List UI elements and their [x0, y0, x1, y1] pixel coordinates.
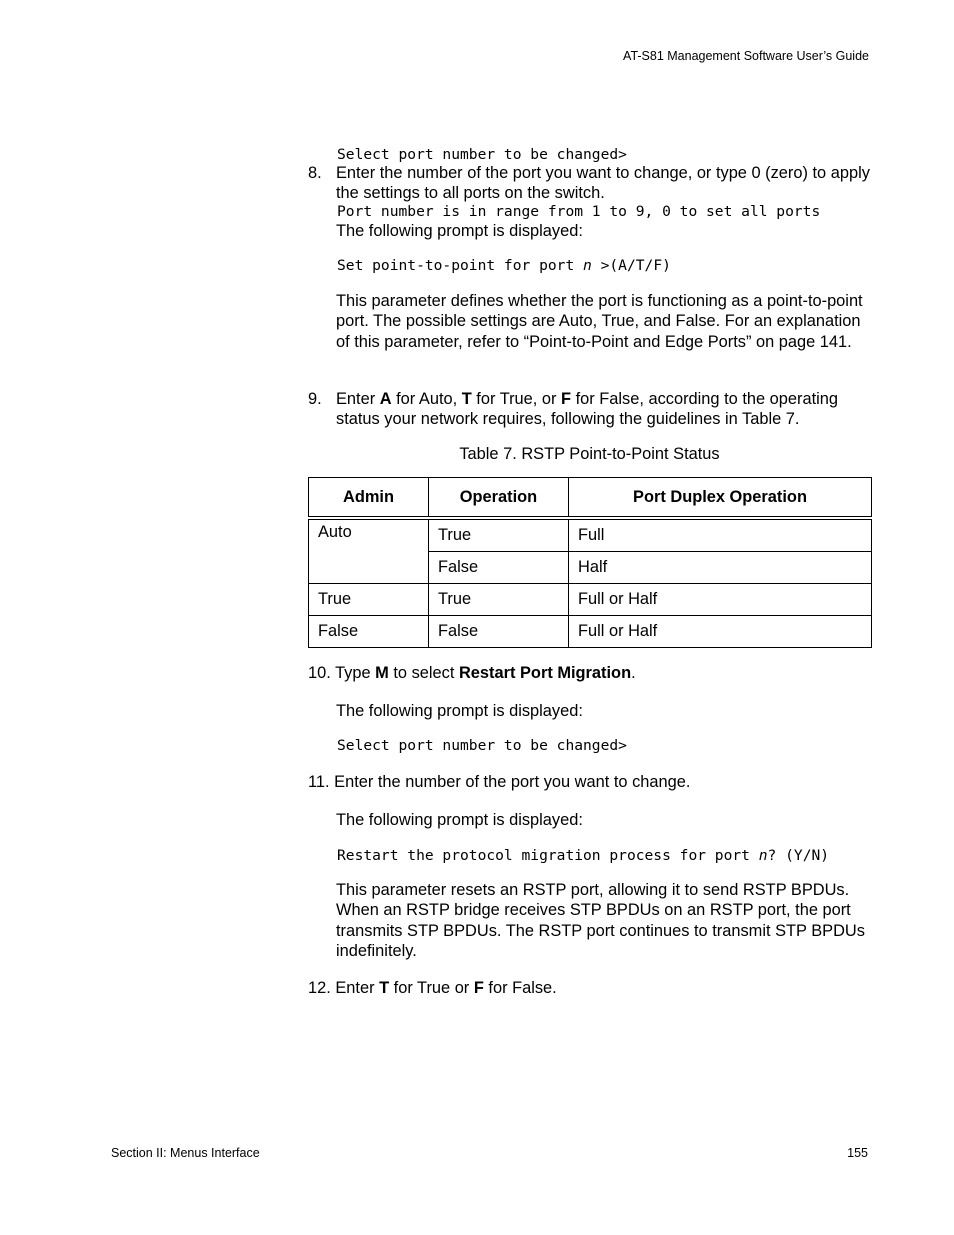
code-block-select-port-2: Select port number to be changed>: [337, 737, 627, 754]
code-text: >(A/T/F): [591, 257, 671, 274]
code-text: Set point-to-point for port: [337, 257, 584, 274]
code-variable: n: [583, 257, 592, 274]
prompt-intro: The following prompt is displayed:: [336, 811, 583, 829]
table-cell: Auto: [309, 518, 429, 584]
column-header: Admin: [309, 478, 429, 519]
code-block-restart-migration: [337, 846, 829, 865]
table-cell: Full or Half: [569, 616, 872, 648]
prompt-intro: The following prompt is displayed:: [336, 702, 583, 720]
table-cell: True: [429, 518, 569, 552]
table-cell: False: [429, 616, 569, 648]
column-header: Operation: [429, 478, 569, 519]
step-8-text: Enter the number of the port you want to change, or type 0 (zero) to apply the settings to all ports on the switch.: [336, 164, 870, 203]
step-10-text: 10. Type M to select Restart Port Migration.: [308, 664, 636, 682]
code-text: ? (Y/N): [767, 847, 830, 864]
code-line: Select port number to be changed>: [337, 146, 627, 163]
rstp-status-table: [308, 477, 872, 648]
table-row: [309, 616, 872, 648]
table-cell: False: [429, 552, 569, 584]
step-9-text: Enter A for Auto, T for True, or F for False, according to the operating status your network requires, following the guidelines in Table 7.: [336, 390, 839, 429]
table-cell: Full: [569, 518, 872, 552]
table-cell: False: [309, 616, 429, 648]
code-variable: n: [758, 847, 768, 864]
code-line: Port number is in range from 1 to 9, 0 to set all ports: [337, 203, 821, 220]
table-cell: Half: [569, 552, 872, 584]
code-text: Restart the protocol migration process for port: [337, 847, 759, 864]
prompt-intro: The following prompt is displayed:: [336, 222, 583, 240]
step-number: 9.: [308, 390, 322, 408]
step-12-text: 12. Enter T for True or F for False.: [308, 979, 557, 997]
column-header: Port Duplex Operation: [569, 478, 872, 519]
paragraph-point-to-point: This parameter defines whether the port is functioning as a point-to-point port. The possible settings are Auto, True, and False. For an explanation of this parameter, refer to “Point-to-Point and Edge Ports” on page 141.: [336, 292, 863, 351]
table-caption: Table 7. RSTP Point-to-Point Status: [459, 445, 720, 463]
paragraph-rstp-reset: This parameter resets an RSTP port, allowing it to send RSTP BPDUs. When an RSTP bridge receives STP BPDUs on an RSTP port, the port transmits STP BPDUs. The RSTP port continues to transmit STP BPDUs indefinitely.: [336, 881, 865, 961]
page-number: 155: [847, 1146, 868, 1160]
table-row: [309, 584, 872, 616]
running-header: AT-S81 Management Software User’s Guide: [623, 49, 869, 63]
step-number: 8.: [308, 164, 322, 182]
footer-section: Section II: Menus Interface: [111, 1146, 260, 1160]
table-cell: True: [429, 584, 569, 616]
table-row: [309, 518, 872, 552]
table-header-row: [309, 478, 872, 519]
step-11-text: 11. Enter the number of the port you want to change.: [308, 773, 691, 791]
code-block-point-to-point: [337, 256, 671, 275]
table-cell: Full or Half: [569, 584, 872, 616]
table-cell: True: [309, 584, 429, 616]
